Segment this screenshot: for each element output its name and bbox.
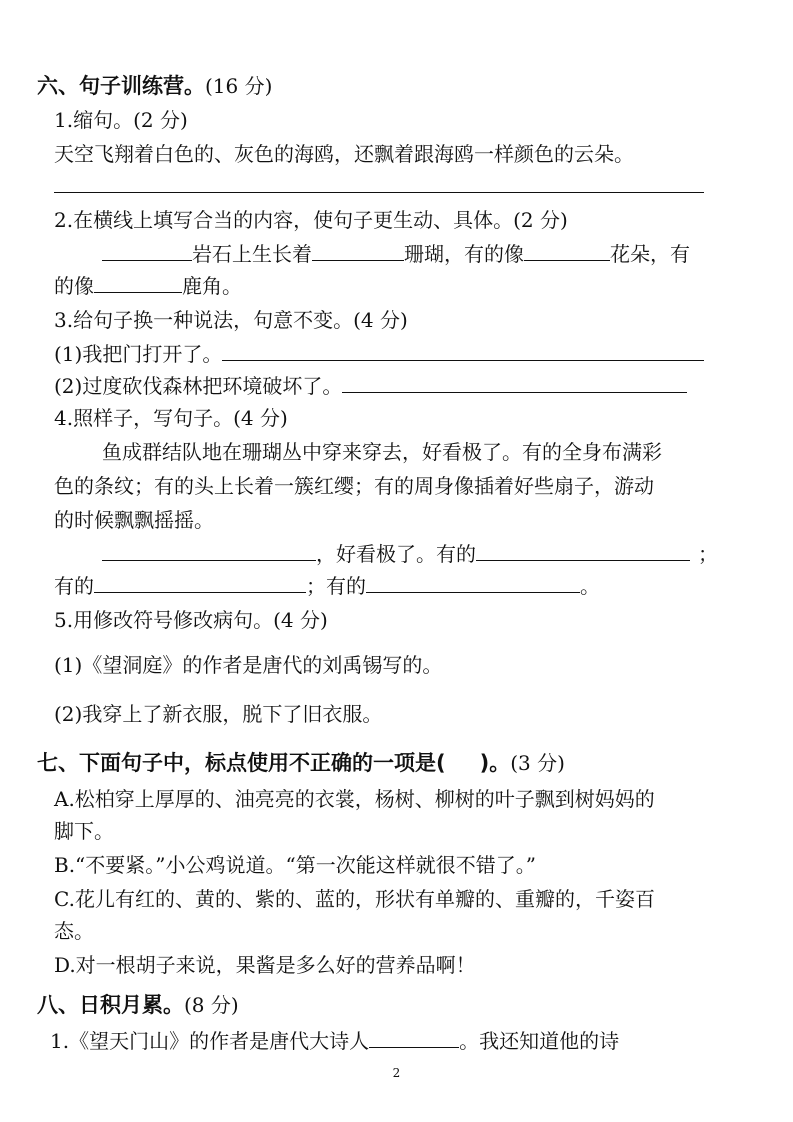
q6-4-answer-1	[102, 540, 718, 568]
q8-1-text-2: 。我还知道他的诗	[459, 1029, 620, 1053]
q6-2-blank-3[interactable]	[524, 240, 610, 261]
q6-5-label: 5.用修改符号修改病句。(4 分)	[54, 608, 328, 632]
q6-4-example-2: 色的条纹；有的头上长着一簇红缨；有的周身像插着好些扇子，游动	[54, 474, 654, 498]
q6-4-example-3: 的时候飘飘摇摇。	[54, 508, 214, 532]
section6-points: (16 分)	[205, 74, 273, 98]
q6-2-blank-2[interactable]	[312, 240, 404, 261]
q6-4-blank-2[interactable]	[476, 540, 690, 561]
q6-2-line1	[102, 240, 690, 268]
q6-2-text-3: 花朵，有	[610, 242, 690, 266]
q6-3-s1-blank[interactable]	[222, 340, 704, 361]
q6-1-sentence: 天空飞翔着白色的、灰色的海鸥，还飘着跟海鸥一样颜色的云朵。	[54, 142, 634, 166]
q6-5-s2: (2)我穿上了新衣服，脱下了旧衣服。	[54, 702, 383, 726]
q6-1-label: 1.缩句。(2 分)	[54, 108, 188, 132]
q6-2-text-5: 鹿角。	[182, 274, 242, 298]
q8-1-row	[50, 1027, 619, 1055]
q6-2-line2	[54, 272, 242, 300]
section6-heading	[37, 72, 272, 100]
q6-5-s1: (1)《望洞庭》的作者是唐代的刘禹锡写的。	[54, 653, 443, 677]
q6-4-text-5: 。	[580, 574, 600, 598]
section7-title: 七、下面句子中，标点使用不正确的一项是(	[37, 751, 446, 775]
section7-heading	[37, 749, 565, 777]
q6-4-label: 4.照样子，写句子。(4 分)	[54, 406, 288, 430]
q6-3-s1: (1)我把门打开了。	[54, 342, 223, 366]
q6-4-example-1: 鱼成群结队地在珊瑚丛中穿来穿去，好看极了。有的全身布满彩	[102, 440, 662, 464]
q6-2-text-2: 珊瑚，有的像	[404, 242, 524, 266]
q6-3-label: 3.给句子换一种说法，句意不变。(4 分)	[54, 308, 408, 332]
section6-title: 六、句子训练营。	[37, 74, 205, 98]
section8-points: (8 分)	[184, 993, 239, 1017]
q8-1-blank[interactable]	[369, 1027, 459, 1048]
q6-2-text-4: 的像	[54, 274, 94, 298]
q6-2-blank-1[interactable]	[102, 240, 192, 261]
page-number: 2	[392, 1066, 401, 1080]
section7-title-end: )。	[479, 751, 511, 775]
option-b: B.“不要紧。”小公鸡说道。“第一次能这样就很不错了。”	[54, 853, 536, 877]
option-c-line2: 态。	[54, 919, 94, 943]
q6-2-label: 2.在横线上填写合当的内容，使句子更生动、具体。(2 分)	[54, 208, 568, 232]
q6-4-text-2: ；	[698, 542, 718, 566]
q6-4-blank-1[interactable]	[102, 540, 316, 561]
option-d: D.对一根胡子来说，果酱是多么好的营养品啊！	[54, 953, 476, 977]
q6-4-text-1: ，好看极了。有的	[316, 542, 476, 566]
section7-points: (3 分)	[510, 751, 565, 775]
q6-4-blank-3[interactable]	[94, 572, 306, 593]
q6-4-answer-2	[54, 572, 600, 600]
q8-1-text-1: 1.《望天门山》的作者是唐代大诗人	[50, 1029, 370, 1053]
option-a-line1: A.松柏穿上厚厚的、油亮亮的衣裳，杨树、柳树的叶子飘到树妈妈的	[54, 787, 655, 811]
section8-title: 八、日积月累。	[37, 993, 184, 1017]
q6-3-s1-row	[54, 340, 704, 368]
q6-3-s2-row	[54, 372, 687, 400]
q6-3-s2-blank[interactable]	[342, 372, 687, 393]
q6-4-text-3: 有的	[54, 574, 94, 598]
q6-1-answer-line[interactable]	[54, 192, 704, 193]
q6-4-text-4: ；有的	[306, 574, 366, 598]
section8-heading	[37, 991, 239, 1019]
option-c-line1: C.花儿有红的、黄的、紫的、蓝的，形状有单瓣的、重瓣的，千姿百	[54, 887, 655, 911]
option-a-line2: 脚下。	[54, 819, 114, 843]
q6-2-blank-4[interactable]	[94, 272, 182, 293]
q6-2-text-1: 岩石上生长着	[192, 242, 312, 266]
q6-4-blank-4[interactable]	[366, 572, 580, 593]
q6-3-s2: (2)过度砍伐森林把环境破坏了。	[54, 374, 343, 398]
